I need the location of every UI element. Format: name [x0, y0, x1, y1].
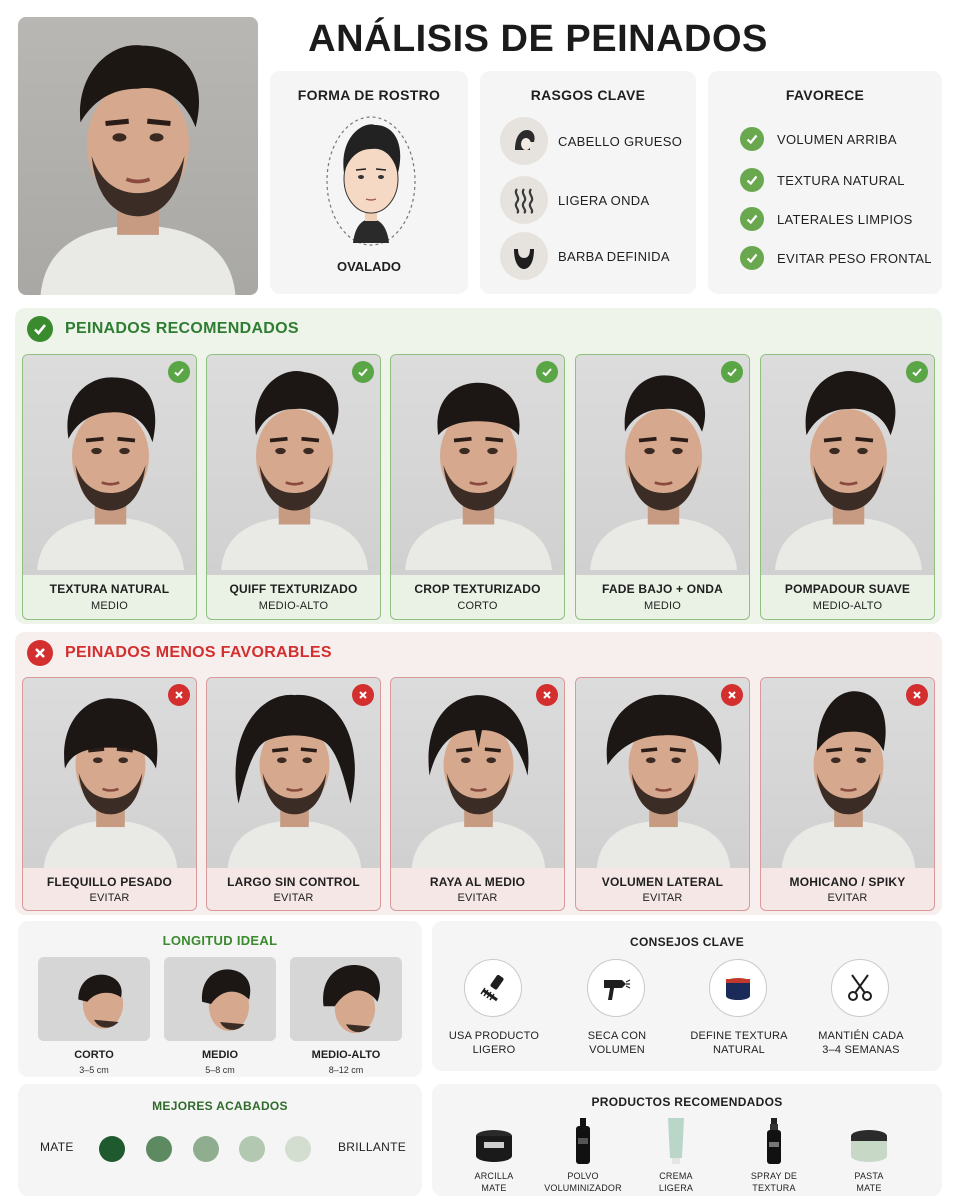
hairstyle-length: MEDIO-ALTO: [812, 600, 883, 612]
scissors-icon: [831, 959, 889, 1017]
check-icon: [740, 168, 764, 192]
face-shape-value: OVALADO: [336, 259, 402, 274]
hairstyle-photo: [761, 678, 934, 868]
products-card: [432, 1084, 942, 1196]
recommended-section: [15, 308, 942, 624]
hairstyle-name: TEXTURA NATURAL: [49, 582, 170, 596]
trait-label: LIGERA ONDA: [558, 192, 650, 208]
finish-swatch: [239, 1136, 265, 1162]
length-photo: [290, 957, 402, 1041]
product-item: [824, 1114, 914, 1194]
close-icon: [536, 684, 558, 706]
tip-label: MANTIÉN CADA 3–4 SEMANAS: [818, 1030, 904, 1056]
less-favorable-header: [27, 640, 332, 666]
hairstyle-verdict: EVITAR: [827, 892, 868, 904]
face-shape-card: [270, 71, 468, 294]
hairstyle-card[interactable]: [575, 354, 750, 620]
favors-label: EVITAR PESO FRONTAL: [777, 250, 932, 266]
close-icon: [168, 684, 190, 706]
length-name: MEDIO: [201, 1049, 239, 1061]
less-favorable-section: [15, 632, 942, 915]
favors-card: [708, 71, 942, 294]
product-name: PASTA MATE: [854, 1171, 884, 1193]
length-photo: [164, 957, 276, 1041]
tips-title: CONSEJOS CLAVE: [630, 935, 744, 949]
x-circle-icon: [27, 640, 53, 666]
trait-label: BARBA DEFINIDA: [558, 248, 670, 264]
length-range: 5–8 cm: [205, 1065, 235, 1075]
length-name: CORTO: [74, 1049, 114, 1061]
check-icon: [740, 246, 764, 270]
hairstyle-card[interactable]: [760, 677, 935, 911]
products-title: PRODUCTOS RECOMENDADOS: [591, 1095, 783, 1109]
favors-label: VOLUMEN ARRIBA: [777, 131, 897, 147]
favors-title: FAVORECE: [785, 87, 865, 103]
face-shape-title: FORMA DE ROSTRO: [297, 87, 441, 103]
recommended-title: PEINADOS RECOMENDADOS: [65, 320, 299, 337]
paste-jar-icon: [824, 1114, 914, 1164]
hairstyle-card[interactable]: [22, 677, 197, 911]
finish-right-label: BRILLANTE: [338, 1140, 407, 1154]
wave-icon: [500, 176, 548, 224]
key-traits-title: RASGOS CLAVE: [530, 87, 646, 103]
hairstyle-name: VOLUMEN LATERAL: [601, 875, 724, 889]
trait-item: [500, 117, 682, 165]
hair-dryer-icon: [587, 959, 645, 1017]
close-icon: [352, 684, 374, 706]
hairstyle-name: FLEQUILLO PESADO: [46, 875, 173, 889]
hairstyle-photo: [207, 355, 380, 575]
check-icon: [536, 361, 558, 383]
hairstyle-length: MEDIO: [90, 600, 129, 612]
check-icon: [740, 127, 764, 151]
favors-item: [740, 127, 897, 151]
hairstyle-name: CROP TEXTURIZADO: [414, 582, 541, 596]
product-item: [631, 1114, 721, 1194]
hairstyle-name: POMPADOUR SUAVE: [784, 582, 911, 596]
hairstyle-verdict: EVITAR: [273, 892, 314, 904]
hairstyle-name: RAYA AL MEDIO: [429, 875, 526, 889]
finish-swatch: [99, 1136, 125, 1162]
hairstyle-photo: [23, 355, 196, 575]
trait-label: CABELLO GRUESO: [558, 133, 683, 149]
favors-item: [740, 246, 932, 270]
oval-face-icon: [325, 115, 417, 255]
product-name: CREMA LIGERA: [658, 1171, 694, 1193]
check-icon: [352, 361, 374, 383]
favors-item: [740, 207, 913, 231]
hairstyle-photo: [761, 355, 934, 575]
favors-label: LATERALES LIMPIOS: [777, 211, 913, 227]
product-name: POLVO VOLUMINIZADOR: [544, 1171, 622, 1193]
hairstyle-photo: [391, 678, 564, 868]
length-range: 3–5 cm: [79, 1065, 109, 1075]
clay-jar-icon: [449, 1114, 539, 1164]
finish-swatch: [285, 1136, 311, 1162]
hairstyle-card[interactable]: [390, 354, 565, 620]
hairstyle-name: LARGO SIN CONTROL: [227, 875, 360, 889]
hairstyle-card[interactable]: [575, 677, 750, 911]
hairstyle-photo: [576, 355, 749, 575]
profile-photo: [18, 17, 258, 295]
comb-icon: [464, 959, 522, 1017]
hairstyle-card[interactable]: [206, 354, 381, 620]
close-icon: [906, 684, 928, 706]
hairstyle-verdict: EVITAR: [89, 892, 130, 904]
hairstyle-length: MEDIO-ALTO: [258, 600, 329, 612]
hairstyle-photo: [576, 678, 749, 868]
check-circle-icon: [27, 316, 53, 342]
cream-tube-icon: [631, 1114, 721, 1164]
recommended-header: [27, 316, 299, 342]
check-icon: [740, 207, 764, 231]
hairstyle-card[interactable]: [22, 354, 197, 620]
tip-label: DEFINE TEXTURA NATURAL: [690, 1030, 788, 1056]
finishes-title: MEJORES ACABADOS: [152, 1099, 288, 1113]
product-jar-icon: [709, 959, 767, 1017]
hairstyle-photo: [207, 678, 380, 868]
finishes-card: [18, 1084, 422, 1196]
hairstyle-photo: [391, 355, 564, 575]
check-icon: [906, 361, 928, 383]
tip-label: SECA CON VOLUMEN: [587, 1030, 647, 1056]
hairstyle-card[interactable]: [390, 677, 565, 911]
page-title: ANÁLISIS DE PEINADOS: [308, 18, 768, 60]
product-name: ARCILLA MATE: [474, 1171, 514, 1193]
hairstyle-name: QUIFF TEXTURIZADO: [229, 582, 358, 596]
finish-swatch: [193, 1136, 219, 1162]
close-icon: [721, 684, 743, 706]
hairstyle-card[interactable]: [206, 677, 381, 911]
finish-left-label: MATE: [40, 1140, 74, 1154]
tips-card: [432, 921, 942, 1071]
hair-silhouette-icon: [500, 117, 548, 165]
favors-label: TEXTURA NATURAL: [777, 172, 905, 188]
hairstyle-verdict: EVITAR: [642, 892, 683, 904]
length-name: MEDIO-ALTO: [311, 1049, 381, 1061]
trait-item: [500, 176, 649, 224]
hairstyle-verdict: EVITAR: [457, 892, 498, 904]
finish-swatch: [146, 1136, 172, 1162]
ideal-length-card: [18, 921, 422, 1077]
ideal-length-title: LONGITUD IDEAL: [162, 933, 278, 948]
product-item: [729, 1114, 819, 1194]
check-icon: [168, 361, 190, 383]
powder-bottle-icon: [538, 1114, 628, 1164]
length-photo: [38, 957, 150, 1041]
trait-item: [500, 232, 670, 280]
product-name: SPRAY DE TEXTURA: [750, 1171, 798, 1193]
less-favorable-title: PEINADOS MENOS FAVORABLES: [65, 644, 332, 661]
hairstyle-photo: [23, 678, 196, 868]
key-traits-card: [480, 71, 696, 294]
hairstyle-length: MEDIO: [643, 600, 682, 612]
length-range: 8–12 cm: [328, 1065, 364, 1075]
check-icon: [721, 361, 743, 383]
beard-icon: [500, 232, 548, 280]
hairstyle-name: MOHICANO / SPIKY: [789, 875, 906, 889]
spray-bottle-icon: [729, 1114, 819, 1164]
favors-item: [740, 168, 905, 192]
hairstyle-length: CORTO: [457, 600, 498, 612]
hairstyle-card[interactable]: [760, 354, 935, 620]
product-item: [538, 1114, 628, 1194]
tip-label: USA PRODUCTO LIGERO: [448, 1030, 540, 1056]
product-item: [449, 1114, 539, 1194]
hairstyle-name: FADE BAJO + ONDA: [602, 582, 723, 596]
